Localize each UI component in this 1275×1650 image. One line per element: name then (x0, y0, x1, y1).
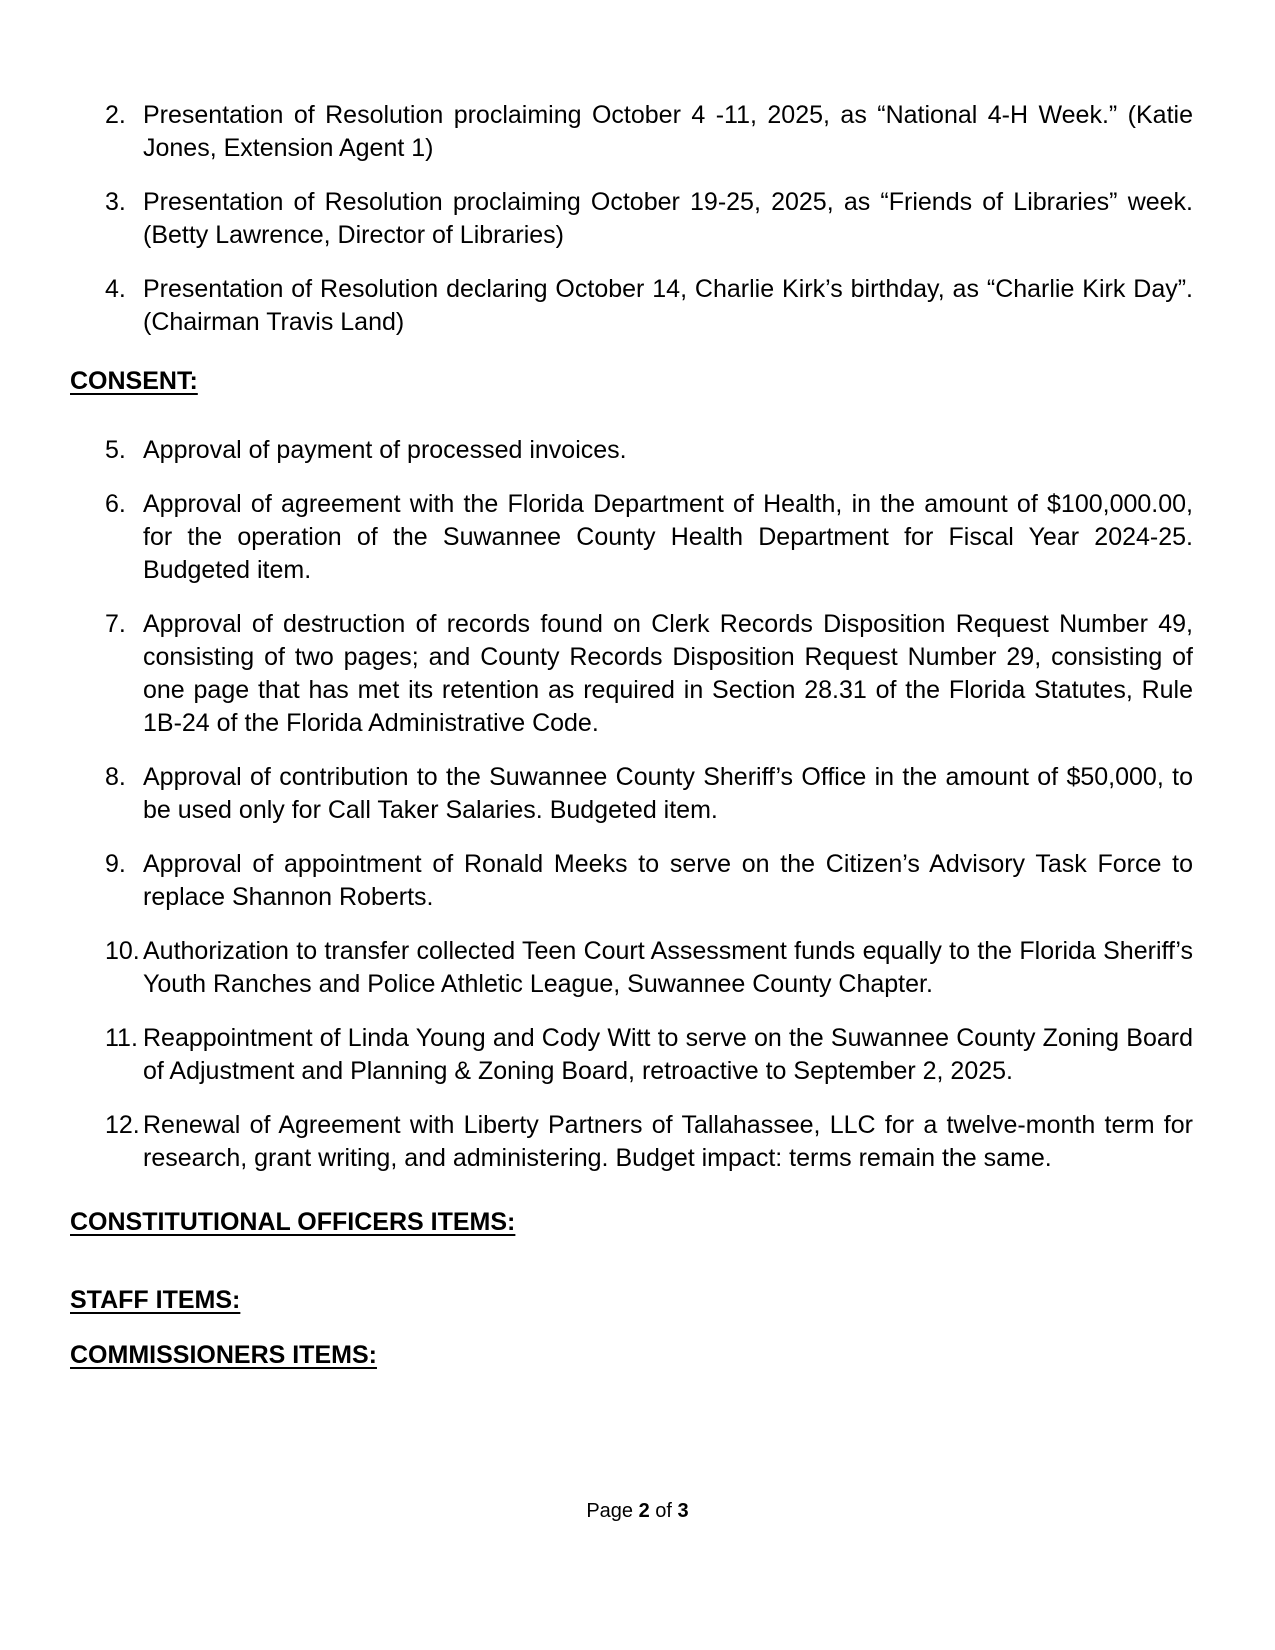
agenda-item-2 (70, 99, 1193, 165)
footer-of-label: of (649, 1500, 678, 1522)
agenda-item-8 (70, 761, 1193, 827)
footer-page-total: 3 (677, 1500, 689, 1522)
agenda-item-9 (70, 848, 1193, 914)
agenda-item-12 (70, 1109, 1193, 1175)
agenda-item-10-number: 10. (105, 937, 140, 965)
agenda-item-11-number: 11. (105, 1024, 138, 1052)
agenda-item-5 (70, 434, 1193, 467)
presentation-items-list (70, 99, 1193, 339)
agenda-item-5-number: 5. (105, 436, 126, 464)
agenda-item-6-text: Approval of agreement with the Florida Department of Health, in the amount of $100,000.00, for the operation of the Suwannee County Health Department for Fiscal Year 2024-25. Budgeted item. (143, 490, 1193, 584)
consent-section-heading: CONSENT: (70, 367, 198, 395)
agenda-item-7 (70, 608, 1193, 740)
agenda-item-3-number: 3. (105, 188, 126, 216)
agenda-item-12-text: Renewal of Agreement with Liberty Partners of Tallahassee, LLC for a twelve-month term for research, grant writing, and administering. Budget impact: terms remain the same. (143, 1111, 1193, 1172)
agenda-item-5-text: Approval of payment of processed invoices. (143, 436, 627, 464)
agenda-item-8-text: Approval of contribution to the Suwannee County Sheriff’s Office in the amount of $50,000, to be used only for Call Taker Salaries. Budgeted item. (143, 763, 1193, 824)
agenda-item-3-text: Presentation of Resolution proclaiming October 19-25, 2025, as “Friends of Libraries” week. (Betty Lawrence, Director of Libraries) (143, 188, 1193, 249)
consent-items-list (70, 434, 1193, 1175)
agenda-item-12-number: 12. (105, 1111, 140, 1139)
agenda-item-4 (70, 273, 1193, 339)
agenda-item-2-number: 2. (105, 101, 126, 129)
agenda-item-7-number: 7. (105, 610, 126, 638)
footer-page-number: 2 (638, 1500, 650, 1522)
agenda-item-2-text: Presentation of Resolution proclaiming October 4 -11, 2025, as “National 4-H Week.” (Katie Jones, Extension Agent 1) (143, 101, 1193, 162)
staff-items-section-heading: STAFF ITEMS: (70, 1286, 241, 1314)
agenda-item-9-number: 9. (105, 850, 126, 878)
agenda-item-9-text: Approval of appointment of Ronald Meeks to serve on the Citizen’s Advisory Task Force to replace Shannon Roberts. (143, 850, 1193, 911)
agenda-item-11 (70, 1022, 1193, 1088)
agenda-item-8-number: 8. (105, 763, 126, 791)
page-footer (0, 1499, 1275, 1523)
agenda-item-11-text: Reappointment of Linda Young and Cody Witt to serve on the Suwannee County Zoning Board of Adjustment and Planning & Zoning Board, retroactive to September 2, 2025. (143, 1024, 1193, 1085)
agenda-item-6 (70, 488, 1193, 587)
constitutional-officers-section-heading: CONSTITUTIONAL OFFICERS ITEMS: (70, 1208, 516, 1236)
agenda-item-4-number: 4. (105, 275, 126, 303)
agenda-item-3 (70, 186, 1193, 252)
commissioners-items-section-heading: COMMISSIONERS ITEMS: (70, 1341, 377, 1369)
agenda-item-6-number: 6. (105, 490, 126, 518)
agenda-item-7-text: Approval of destruction of records found on Clerk Records Disposition Request Number 49, consisting of two pages; and County Records Disposition Request Number 29, consisting of one page that has met its retention as required in Section 28.31 of the Florida Statutes, Rule 1B-24 of the Florida Administrative Code. (143, 610, 1193, 737)
agenda-item-10 (70, 935, 1193, 1001)
footer-page-label: Page (586, 1500, 639, 1522)
agenda-item-10-text: Authorization to transfer collected Teen Court Assessment funds equally to the Florida Sheriff’s Youth Ranches and Police Athletic League, Suwannee County Chapter. (143, 937, 1193, 998)
agenda-item-4-text: Presentation of Resolution declaring October 14, Charlie Kirk’s birthday, as “Charlie Kirk Day”. (Chairman Travis Land) (143, 275, 1193, 336)
